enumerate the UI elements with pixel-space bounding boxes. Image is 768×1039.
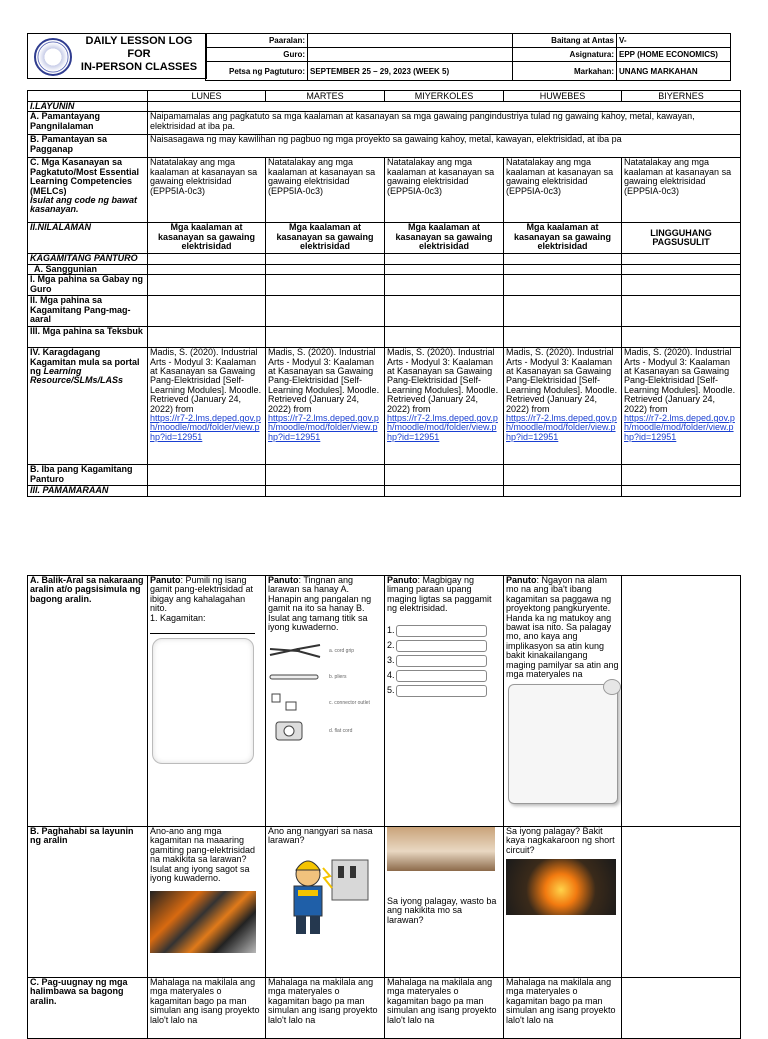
balik-aral-martes (266, 576, 385, 827)
pag-uugnay-huwebes: Mahalaga na makilala ang mga materyales o kagamitan bago pa man simulan ang isang proyekto lalo't lalo na (504, 978, 622, 1039)
paghahabi-text: Sa iyong palagay, wasto ba ang nakikita mo sa larawan? (387, 896, 497, 925)
matching-row (268, 716, 382, 746)
answer-box (396, 655, 487, 667)
asignatura-value: EPP (HOME ECONOMICS) (617, 48, 731, 62)
matching-row (268, 638, 382, 664)
paghahabi-martes (266, 827, 385, 978)
ref-biyernes (622, 348, 741, 465)
answer-line-5[interactable] (387, 684, 487, 698)
ref-text: Madis, S. (2020). Industrial Arts - Modyul 3: Kaalaman at Kasanayan sa Gawaing Pang-Elektrisidad [Self-Learning Modules]. Moodle. Retrieved (January 24, 2022) from (387, 347, 499, 414)
pamamaraan-heading: III. PAMAMARAAN (28, 486, 148, 496)
connector-icon (268, 692, 323, 714)
gabay-label: I. Mga pahina sa Gabay ng Guro (28, 275, 148, 296)
day-header-miyerkoles: MIYERKOLES (385, 91, 504, 102)
answer-box (396, 625, 487, 637)
melc-note: Isulat ang code ng bawat kasanayan. (30, 195, 138, 215)
lesson-log-table (27, 90, 741, 497)
answer-line (150, 633, 255, 634)
melc-huwebes: Natatalakay ang mga kaalaman at kasanayan sa gawaing elektrisidad (EPP5IA-0c3) (504, 158, 622, 223)
matching-option-c: c. connector outlet (329, 699, 370, 706)
melc-label: C. Mga Kasanayan sa Pagkatuto/Most Essential Learning Competencies (MELCs) (30, 157, 140, 196)
title-line-3: IN-PERSON CLASSES (80, 61, 198, 73)
balik-aral-biyernes (622, 576, 741, 827)
day-header-huwebes: HUWEBES (504, 91, 622, 102)
answer-frame (152, 638, 254, 764)
electrocuted-worker-illustration (268, 848, 378, 938)
ref-link[interactable]: https://r7-2.lms.deped.gov.ph/moodle/mod/folder/view.php?id=12951 (150, 413, 261, 442)
karagdagang-label: IV. Karagdagang Kagamitan mula sa portal ng (30, 347, 140, 377)
paghahabi-miyerkoles (385, 827, 504, 978)
panuto-label: Panuto (387, 575, 418, 585)
guro-label: Guro: (206, 48, 308, 62)
pag-uugnay-miyerkoles: Mahalaga na makilala ang mga materyales o kagamitan bago pa man simulan ang isang proyekto lalo't lalo na (385, 978, 504, 1039)
kagamitang-heading: KAGAMITANG PANTURO (28, 254, 148, 264)
ref-huwebes (504, 348, 622, 465)
matching-option-b: b. pliers (329, 673, 347, 680)
answer-line-2[interactable] (387, 639, 487, 653)
layunin-heading: I.LAYUNIN (28, 102, 148, 112)
nilalaman-miyerkoles: Mga kaalaman at kasanayan sa gawaing elektrisidad (385, 223, 504, 254)
melc-biyernes: Natatalakay ang mga kaalaman at kasanayan sa gawaing elektrisidad (EPP5IA-0c3) (622, 158, 741, 223)
teksbuk-label: III. Mga pahina sa Teksbuk (28, 327, 148, 348)
karagdagang-cell (28, 348, 148, 465)
answer-line-4[interactable] (387, 669, 487, 683)
nilalaman-biyernes: LINGGUHANG PAGSUSULIT (622, 223, 741, 254)
ref-link[interactable]: https://r7-2.lms.deped.gov.ph/moodle/mod/folder/view.php?id=12951 (387, 413, 498, 442)
paghahabi-label: B. Paghahabi sa layunin ng aralin (28, 827, 148, 978)
sanggunian-label: A. Sanggunian (28, 264, 148, 274)
balik-aral-miyerkoles (385, 576, 504, 827)
scroll-paper-image (508, 684, 618, 804)
layunin-blank (148, 102, 741, 112)
pagganap-label: B. Pamantayan sa Pagganap (28, 135, 148, 158)
answer-line-1[interactable] (387, 624, 487, 638)
ref-text: Madis, S. (2020). Industrial Arts - Modyul 3: Kaalaman at Kasanayan sa Gawaing Pang-Elektrisidad [Self-Learning Modules]. Moodle. Retrieved (January 24, 2022) from (268, 347, 380, 414)
line-number: 4. (387, 669, 395, 680)
lesson-log-title (74, 35, 204, 74)
ref-text: Madis, S. (2020). Industrial Arts - Modyul 3: Kaalaman at Kasanayan sa Gawaing Pang-Elektrisidad [Self-Learning Modules]. Moodle. Retrieved (January 24, 2022) from (506, 347, 618, 414)
header-title-box (27, 33, 207, 79)
balik-aral-lunes (148, 576, 266, 827)
pag-uugnay-martes: Mahalaga na makilala ang mga materyales o kagamitan bago pa man simulan ang isang proyekto lalo't lalo na (266, 978, 385, 1039)
tester-icon (268, 718, 323, 744)
deped-seal-logo (34, 38, 72, 76)
answer-box (396, 670, 487, 682)
pagganap-text: Naisasagawa ng may kawilihan ng pagbuo ng mga proyekto sa gawaing kahoy, metal, kawayan, elektrisidad, at iba pa (148, 135, 741, 158)
nilalaman-lunes: Mga kaalaman at kasanayan sa gawaing elektrisidad (148, 223, 266, 254)
petsa-label: Petsa ng Pagtuturo: (206, 62, 308, 81)
guro-value (308, 48, 513, 62)
answer-line-3[interactable] (387, 654, 487, 668)
power-strip-photo (387, 827, 495, 871)
line-number: 2. (387, 639, 395, 650)
melc-lunes: Natatalakay ang mga kaalaman at kasanayan sa gawaing elektrisidad (EPP5IA-0c3) (148, 158, 266, 223)
panuto-text: : Ngayon na alam mo na ang iba't ibang kagamitan sa paggawa ng proyektong pangkuryente. Handa ka ng matukoy ang bawat isa nito. Sa palagay mo, ano kaya ang implikasyon sa atin kung bakit kinakailangang maging pamilyar sa atin ang mga materyales na (506, 575, 619, 680)
corner-cell (28, 91, 148, 102)
markahan-label: Markahan: (513, 62, 617, 81)
ref-martes (266, 348, 385, 465)
pamamaraan-table (27, 575, 741, 1039)
paghahabi-lunes (148, 827, 266, 978)
asignatura-label: Asignatura: (513, 48, 617, 62)
melc-martes: Natatalakay ang mga kaalaman at kasanayan sa gawaing elektrisidad (EPP5IA-0c3) (266, 158, 385, 223)
ref-text: Madis, S. (2020). Industrial Arts - Modyul 3: Kaalaman at Kasanayan sa Gawaing Pang-Elektrisidad [Self-Learning Modules]. Moodle. Retrieved (January 24, 2022) from (624, 347, 736, 414)
matching-row (268, 664, 382, 690)
line-number: 5. (387, 684, 395, 695)
title-line-2: FOR (127, 48, 151, 60)
paghahabi-text: Sa iyong palagay? Bakit kaya nagkakaroon ng short circuit? (506, 826, 615, 855)
tools-photo (150, 891, 256, 953)
ref-link[interactable]: https://r7-2.lms.deped.gov.ph/moodle/mod/folder/view.php?id=12951 (506, 413, 617, 442)
panuto-text: : Magbigay ng limang paraan upang maging ligtas sa paggamit ng elektrisidad. (387, 575, 492, 614)
title-line-1: DAILY LESSON LOG (85, 35, 193, 47)
melc-miyerkoles: Natatalakay ang mga kaalaman at kasanayan sa gawaing elektrisidad (EPP5IA-0c3) (385, 158, 504, 223)
scroll-curl (603, 679, 621, 695)
answer-box (396, 640, 487, 652)
pag-uugnay-label: C. Pag-uugnay ng mga halimbawa sa bagong aralin. (28, 978, 148, 1039)
day-header-biyernes: BIYERNES (622, 91, 741, 102)
kagamitan-item: 1. Kagamitan: (150, 612, 206, 623)
matching-row (268, 690, 382, 716)
panuto-label: Panuto (506, 575, 537, 585)
paghahabi-text: Ano-ano ang mga kagamitan na maaaring gamiting pang-elektrisidad na makikita sa larawan? Isulat ang iyong sagot sa iyong kuwaderno. (150, 826, 256, 884)
ref-link[interactable]: https://r7-2.lms.deped.gov.ph/moodle/mod/folder/view.php?id=12951 (624, 413, 735, 442)
karagdagang-italic: Learning Resource/SLMs/LASs (30, 366, 124, 386)
baitang-value: V- (617, 34, 731, 48)
paghahabi-huwebes (504, 827, 622, 978)
cord-icon (268, 670, 323, 684)
short-circuit-fire-photo (506, 859, 616, 915)
ref-miyerkoles (385, 348, 504, 465)
line-number: 1. (387, 624, 395, 635)
paaralan-label: Paaralan: (206, 34, 308, 48)
nilalaman-martes: Mga kaalaman at kasanayan sa gawaing elektrisidad (266, 223, 385, 254)
markahan-value: UNANG MARKAHAN (617, 62, 731, 81)
pag-uugnay-lunes: Mahalaga na makilala ang mga materyales o kagamitan bago pa man simulan ang isang proyekto lalo't lalo na (148, 978, 266, 1039)
ref-text: Madis, S. (2020). Industrial Arts - Modyul 3: Kaalaman at Kasanayan sa Gawaing Pang-Elektrisidad [Self-Learning Modules]. Moodle. Retrieved (January 24, 2022) from (150, 347, 262, 414)
ref-lunes (148, 348, 266, 465)
baitang-label: Baitang at Antas (513, 34, 617, 48)
melc-label-cell (28, 158, 148, 223)
nilalaman-huwebes: Mga kaalaman at kasanayan sa gawaing elektrisidad (504, 223, 622, 254)
balik-aral-huwebes (504, 576, 622, 827)
header-info-table (205, 33, 731, 81)
petsa-value: SEPTEMBER 25 – 29, 2023 (WEEK 5) (308, 62, 513, 81)
pliers-icon (268, 641, 323, 661)
line-number: 3. (387, 654, 395, 665)
paghahabi-text: Ano ang nangyari sa nasa larawan? (268, 826, 373, 846)
day-header-lunes: LUNES (148, 91, 266, 102)
panuto-label: Panuto (268, 575, 299, 585)
pangmag-label: II. Mga pahina sa Kagamitang Pang-mag-aaral (28, 296, 148, 327)
panuto-text: : Tingnan ang larawan sa hanay A. Hanapin ang pangalan ng gamit na ito sa hanay B. Isulat ang tamang titik sa iyong kuwaderno. (268, 575, 372, 633)
answer-box (396, 685, 487, 697)
pamantayang-label: A. Pamantayang Pangnilalaman (28, 112, 148, 135)
panuto-text: : Pumili ng isang gamit pang-elektrisidad at ibigay ang kahalagahan nito. (150, 575, 254, 614)
panuto-label: Panuto (150, 575, 181, 585)
ref-link[interactable]: https://r7-2.lms.deped.gov.ph/moodle/mod/folder/view.php?id=12951 (268, 413, 379, 442)
day-header-martes: MARTES (266, 91, 385, 102)
matching-option-d: d. flat cord (329, 727, 353, 734)
answer-list (387, 624, 487, 698)
iba-label: B. Iba pang Kagamitang Panturo (28, 465, 148, 486)
paghahabi-biyernes (622, 827, 741, 978)
paaralan-value (308, 34, 513, 48)
pag-uugnay-biyernes (622, 978, 741, 1039)
matching-option-a: a. cord grip (329, 647, 355, 654)
pamantayang-text: Naipamamalas ang pagkatuto sa mga kaalaman at kasanayan sa mga gawaing pangindustriya tulad ng gawaing kahoy, metal, kawayan, elektrisidad at iba pa. (148, 112, 741, 135)
balik-aral-label: A. Balik-Aral sa nakaraang aralin at/o pagsisimula ng bagong aralin. (28, 576, 148, 827)
matching-exercise (268, 638, 382, 746)
nilalaman-label: II.NILALAMAN (28, 223, 148, 254)
